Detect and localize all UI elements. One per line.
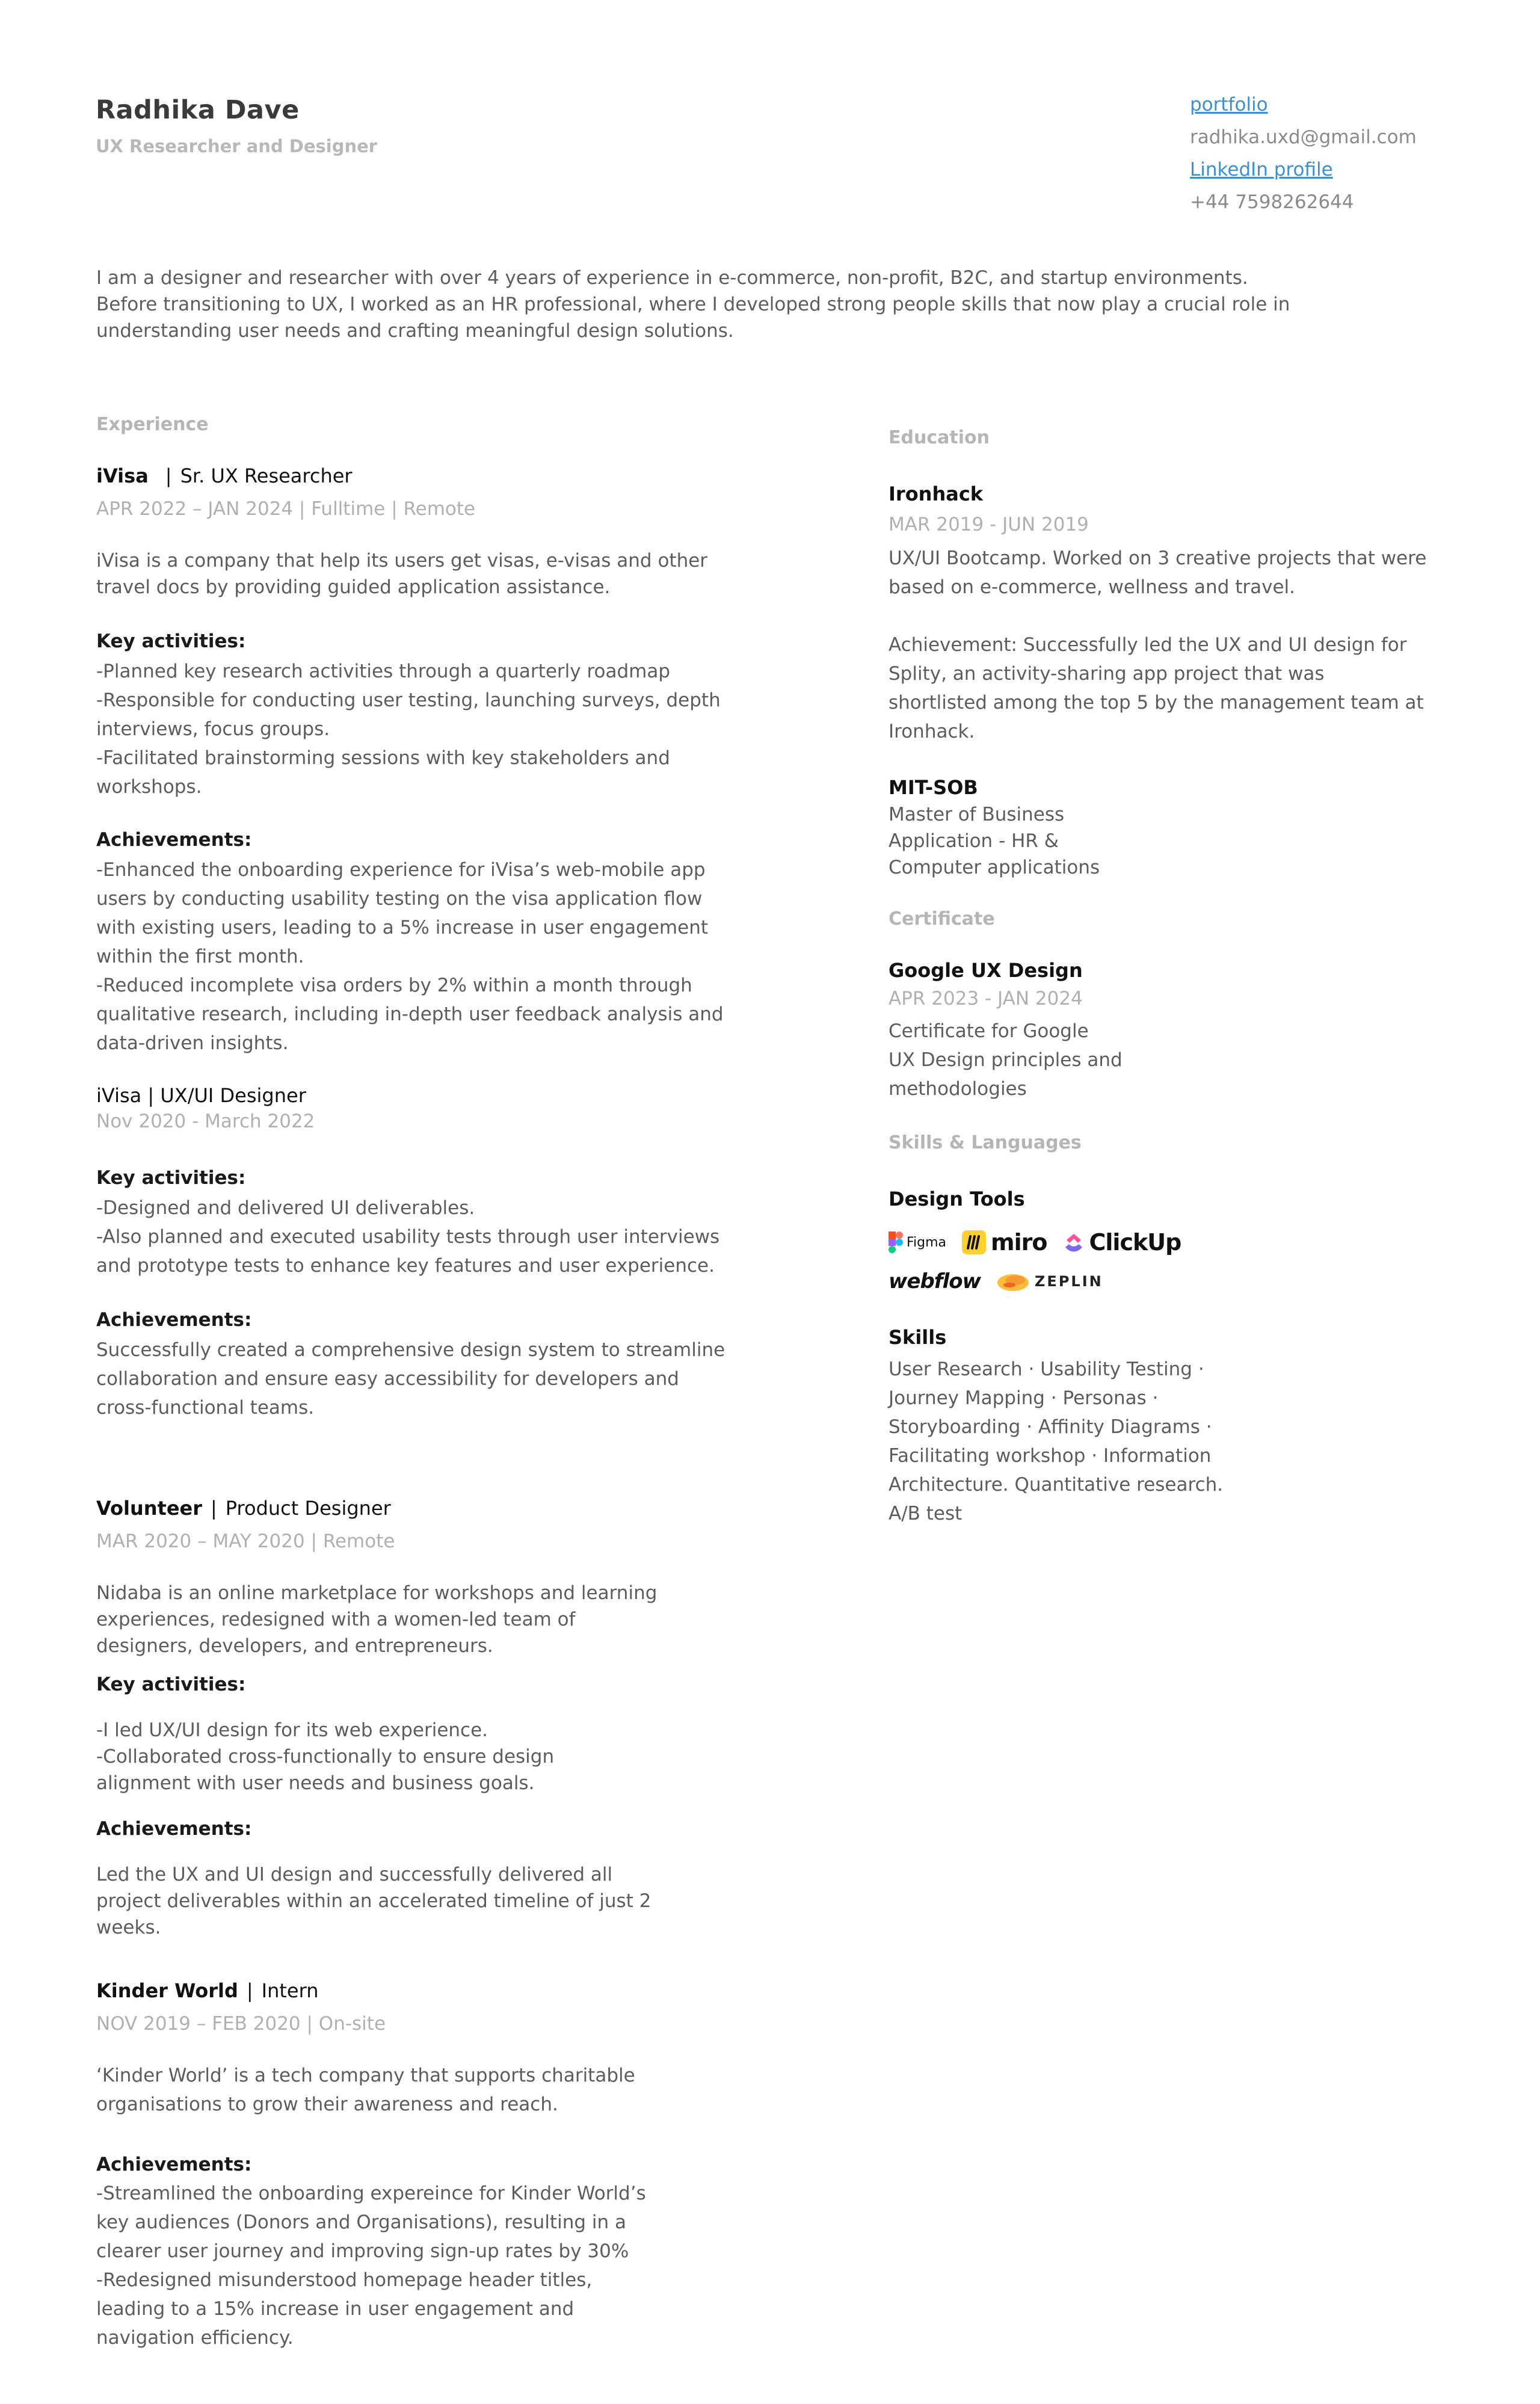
phone-text: +44 7598262644: [1190, 191, 1354, 213]
job1-ach-line: within the first month.: [96, 946, 304, 967]
webflow-label: webflow: [889, 1269, 981, 1293]
certificate-line: methodologies: [889, 1078, 1027, 1100]
job2-ach-line: cross-functional teams.: [96, 1397, 315, 1419]
job1-key-line: workshops.: [96, 776, 202, 798]
job3-description: [96, 1580, 657, 1659]
job2-key-line: -Designed and delivered UI deliverables.: [96, 1197, 475, 1219]
job4-title: [96, 1979, 318, 2002]
job3-desc-line: Nidaba is an online marketplace for workshops and learning: [96, 1582, 658, 1604]
ironhack-ach-line: Ironhack.: [889, 721, 975, 742]
job2-ach-heading: Achievements:: [96, 1309, 252, 1331]
job4-ach-line: key audiences (Donors and Organisations), resulting in a: [96, 2211, 626, 2233]
job1-ach-heading: Achievements:: [96, 829, 252, 851]
certificate-line: UX Design principles and: [889, 1049, 1123, 1071]
job1-key-line: -Responsible for conducting user testing, launching surveys, depth: [96, 689, 721, 711]
resume-name: Radhika Dave: [96, 95, 300, 125]
email-text: radhika.uxd@gmail.com: [1190, 126, 1417, 148]
job4-desc-line: organisations to grow their awareness and reach.: [96, 2094, 558, 2115]
certificate-dates: APR 2023 - JAN 2024: [889, 988, 1083, 1009]
job3-ach-line: project deliverables within an accelerated timeline of just 2: [96, 1890, 651, 1912]
job4-role: Intern: [261, 1979, 319, 2002]
skills-heading: Skills: [889, 1326, 947, 1349]
ironhack-desc-line: based on e-commerce, wellness and travel.: [889, 576, 1296, 598]
figma-label: Figma: [907, 1234, 947, 1250]
intro-line: Before transitioning to UX, I worked as an HR professional, where I developed strong people skills that now play a crucial role in: [96, 294, 1290, 315]
job4-ach-line: -Streamlined the onboarding expereince for Kinder World’s: [96, 2183, 646, 2204]
job1-desc-line: travel docs by providing guided application assistance.: [96, 576, 611, 598]
mit-line: Computer applications: [889, 857, 1100, 878]
mit-description: [889, 801, 1100, 881]
job1-dates: APR 2022 – JAN 2024 | Fulltime | Remote: [96, 498, 476, 520]
skills-languages-heading: Skills & Languages: [889, 1132, 1082, 1153]
job2-ach-line: Successfully created a comprehensive design system to streamline: [96, 1339, 725, 1361]
job3-key-line: alignment with user needs and business goals.: [96, 1772, 535, 1794]
job1-ach-line: -Reduced incomplete visa orders by 2% within a month through: [96, 975, 692, 996]
design-tools-heading: Design Tools: [889, 1188, 1025, 1210]
zeplin-label: ZEPLIN: [1035, 1273, 1103, 1290]
job2-ach-list: [96, 1336, 725, 1422]
job4-dates: NOV 2019 – FEB 2020 | On-site: [96, 2013, 386, 2035]
job1-ach-line: -Enhanced the onboarding experience for iVisa’s web-mobile app: [96, 859, 706, 881]
job2-title: iVisa | UX/UI Designer: [96, 1084, 306, 1107]
tools-row-1: [889, 1226, 1197, 1259]
job3-key-line: -Collaborated cross-functionally to ensure design: [96, 1746, 555, 1768]
job1-ach-line: with existing users, leading to a 5% increase in user engagement: [96, 917, 709, 938]
job2-dates: Nov 2020 - March 2022: [96, 1111, 315, 1132]
job4-description: [96, 2061, 635, 2119]
job2-key-heading: Key activities:: [96, 1167, 246, 1189]
job4-ach-line: clearer user journey and improving sign-up rates by 30%: [96, 2240, 629, 2262]
portfolio-link[interactable]: portfolio: [1190, 94, 1268, 116]
job1-ach-list: [96, 855, 724, 1058]
job2-key-line: and prototype tests to enhance key features and user experience.: [96, 1255, 715, 1277]
job1-role: Sr. UX Researcher: [180, 464, 353, 487]
job4-ach-line: leading to a 15% increase in user engagement and: [96, 2298, 574, 2320]
resume-subtitle: UX Researcher and Designer: [96, 136, 378, 156]
job1-key-heading: Key activities:: [96, 630, 246, 652]
job4-company: Kinder World: [96, 1979, 238, 2002]
ironhack-achievement: [889, 630, 1424, 746]
webflow-logo: [889, 1269, 981, 1293]
linkedin-link[interactable]: LinkedIn profile: [1190, 159, 1333, 180]
certificate-name: Google UX Design: [889, 959, 1083, 982]
job3-role: Product Designer: [225, 1497, 391, 1520]
job3-key-list: [96, 1717, 554, 1796]
experience-heading: Experience: [96, 414, 209, 435]
job3-key-heading: Key activities:: [96, 1674, 246, 1695]
job1-key-list: [96, 657, 721, 801]
job1-key-line: interviews, focus groups.: [96, 718, 330, 740]
ironhack-ach-line: shortlisted among the top 5 by the management team at: [889, 692, 1424, 713]
job3-key-line: -I led UX/UI design for its web experience.: [96, 1719, 488, 1741]
job4-ach-list: [96, 2179, 646, 2352]
job1-title: [96, 464, 353, 487]
skills-line: Facilitating workshop · Information: [889, 1445, 1212, 1467]
job1-company: iVisa: [96, 464, 149, 487]
job3-ach-list: [96, 1861, 651, 1941]
zeplin-logo: [996, 1269, 1103, 1293]
clickup-label: ClickUp: [1089, 1229, 1181, 1256]
job1-key-line: -Facilitated brainstorming sessions with key stakeholders and: [96, 747, 670, 769]
zeplin-icon: [996, 1269, 1030, 1293]
ironhack-ach-line: Achievement: Successfully led the UX and UI design for: [889, 634, 1407, 656]
figma-logo: [889, 1231, 946, 1253]
education-heading: Education: [889, 427, 990, 448]
job1-ach-line: qualitative research, including in-depth user feedback analysis and: [96, 1003, 724, 1025]
skills-line: User Research · Usability Testing ·: [889, 1358, 1204, 1380]
job3-ach-line: Led the UX and UI design and successfully delivered all: [96, 1864, 613, 1885]
job2-ach-line: collaboration and ensure easy accessibility for developers and: [96, 1368, 679, 1390]
skills-list: [889, 1355, 1223, 1528]
job4-ach-line: -Redesigned misunderstood homepage header titles,: [96, 2269, 593, 2291]
job3-desc-line: designers, developers, and entrepreneurs.: [96, 1635, 493, 1657]
job1-ach-line: data-driven insights.: [96, 1032, 289, 1054]
job1-description: [96, 547, 707, 600]
intro-line: I am a designer and researcher with over 4 years of experience in e-commerce, non-profit, B2C, and startup environments.: [96, 267, 1248, 289]
clickup-logo: [1063, 1229, 1181, 1256]
mit-line: Master of Business: [889, 804, 1065, 825]
miro-logo: [962, 1229, 1047, 1256]
job3-title: [96, 1497, 391, 1520]
job3-company: Volunteer: [96, 1497, 203, 1520]
skills-line: Architecture. Quantitative research.: [889, 1474, 1224, 1496]
job3-ach-line: weeks.: [96, 1917, 161, 1938]
job4-separator: |: [246, 1979, 253, 2002]
job4-ach-heading: Achievements:: [96, 2154, 252, 2175]
skills-line: Storyboarding · Affinity Diagrams ·: [889, 1416, 1212, 1438]
job4-ach-line: navigation efficiency.: [96, 2327, 294, 2349]
mit-name: MIT-SOB: [889, 776, 978, 799]
job1-separator: |: [165, 464, 172, 487]
job2-key-list: [96, 1194, 719, 1280]
ironhack-name: Ironhack: [889, 482, 984, 505]
job1-desc-line: iVisa is a company that help its users get visas, e-visas and other: [96, 550, 708, 572]
skills-line: Journey Mapping · Personas ·: [889, 1387, 1159, 1409]
ironhack-desc-line: UX/UI Bootcamp. Worked on 3 creative projects that were: [889, 547, 1427, 569]
intro-line: understanding user needs and crafting meaningful design solutions.: [96, 320, 734, 342]
certificate-line: Certificate for Google: [889, 1020, 1089, 1042]
miro-icon: [962, 1230, 986, 1254]
job4-desc-line: ‘Kinder World’ is a tech company that supports charitable: [96, 2065, 635, 2086]
job1-ach-line: users by conducting usability testing on the visa application flow: [96, 888, 703, 910]
intro-paragraph: [96, 265, 1299, 344]
certificate-description: [889, 1017, 1123, 1103]
ironhack-ach-line: Splity, an activity-sharing app project that was: [889, 663, 1325, 685]
job3-desc-line: experiences, redesigned with a women-led team of: [96, 1609, 576, 1630]
figma-icon: [889, 1231, 903, 1253]
certificate-heading: Certificate: [889, 908, 995, 929]
job3-ach-heading: Achievements:: [96, 1818, 252, 1840]
ironhack-dates: MAR 2019 - JUN 2019: [889, 514, 1089, 535]
job3-dates: MAR 2020 – MAY 2020 | Remote: [96, 1530, 395, 1552]
job3-separator: |: [211, 1497, 217, 1520]
ironhack-description: [889, 544, 1426, 602]
mit-line: Application - HR &: [889, 830, 1059, 852]
miro-label: miro: [991, 1229, 1047, 1256]
job2-key-line: -Also planned and executed usability tests through user interviews: [96, 1226, 720, 1248]
clickup-icon: [1063, 1230, 1085, 1254]
job1-key-line: -Planned key research activities through a quarterly roadmap: [96, 661, 671, 682]
tools-row-2: [889, 1266, 1119, 1297]
skills-line: A/B test: [889, 1503, 962, 1524]
